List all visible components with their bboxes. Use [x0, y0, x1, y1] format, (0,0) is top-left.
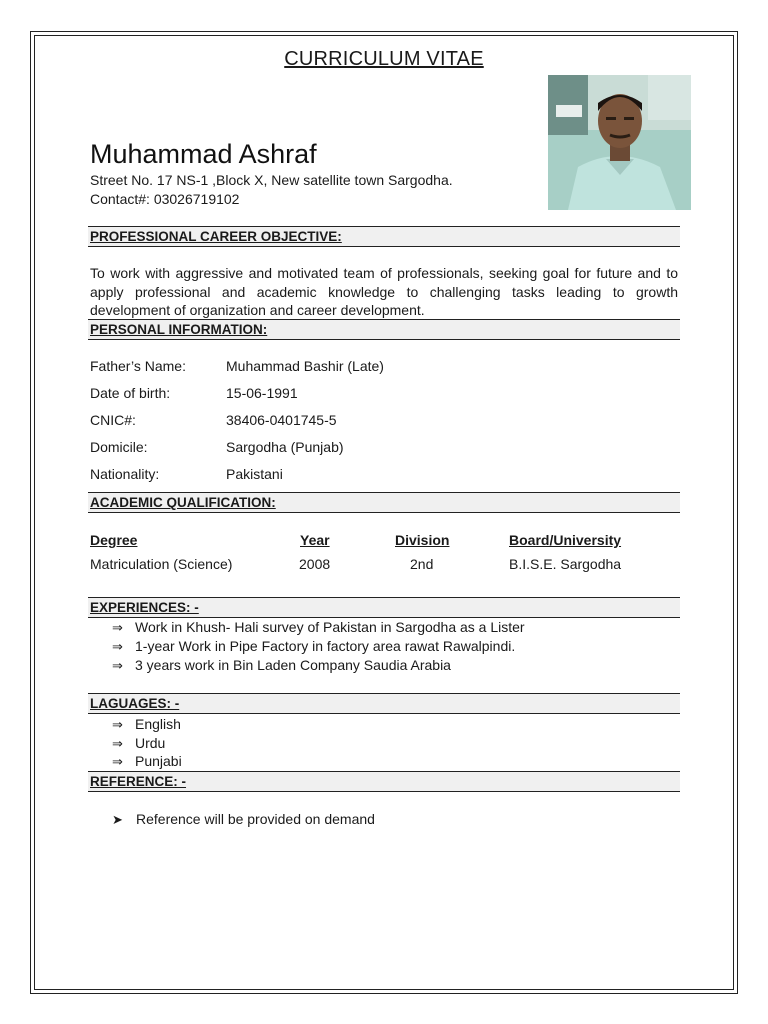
cell-degree: Matriculation (Science): [90, 556, 233, 572]
double-right-arrow-icon: ⇒: [112, 621, 123, 636]
section-heading-academic: ACADEMIC QUALIFICATION:: [88, 492, 680, 513]
personal-row: [90, 358, 384, 374]
arrowhead-bullet-icon: ➤: [112, 813, 123, 828]
personal-row: [90, 385, 298, 401]
double-right-arrow-icon: ⇒: [112, 737, 123, 752]
cell-division: 2nd: [410, 556, 434, 572]
double-right-arrow-icon: ⇒: [112, 755, 123, 770]
reference-item: ➤ Reference will be provided on demand: [112, 811, 375, 828]
personal-row: [90, 412, 337, 428]
portrait-image: [548, 75, 691, 210]
personal-value: Sargodha (Punjab): [226, 439, 344, 455]
cell-board: B.I.S.E. Sargodha: [509, 556, 622, 572]
personal-label: Domicile:: [90, 439, 148, 455]
language-item: ⇒ Punjabi: [112, 753, 182, 770]
column-header-year: Year: [300, 532, 330, 548]
double-right-arrow-icon: ⇒: [112, 659, 123, 674]
experience-item: ⇒ Work in Khush- Hali survey of Pakistan in Sargodha as a Lister: [112, 619, 525, 636]
experience-item: ⇒ 3 years work in Bin Laden Company Saudia Arabia: [112, 657, 451, 674]
section-heading-experiences: EXPERIENCES: -: [88, 597, 680, 618]
contact-line: Contact#: 03026719102: [90, 191, 240, 207]
double-right-arrow-icon: ⇒: [112, 640, 123, 655]
section-heading-objective: PROFESSIONAL CAREER OBJECTIVE:: [88, 226, 680, 247]
double-right-arrow-icon: ⇒: [112, 718, 123, 733]
personal-label: Nationality:: [90, 466, 160, 482]
personal-value: Muhammad Bashir (Late): [226, 358, 384, 374]
personal-value: 38406-0401745-5: [226, 412, 337, 428]
experience-item: ⇒ 1-year Work in Pipe Factory in factory area rawat Rawalpindi.: [112, 638, 516, 655]
profile-photo: [548, 75, 691, 210]
personal-value: Pakistani: [226, 466, 283, 482]
personal-label: Father’s Name:: [90, 358, 186, 374]
language-item: ⇒ Urdu: [112, 735, 166, 752]
column-header-degree: Degree: [90, 532, 138, 548]
column-header-board: Board/University: [509, 532, 622, 548]
personal-label: CNIC#:: [90, 412, 136, 428]
personal-row: [90, 466, 283, 482]
document-title: CURRICULUM VITAE: [284, 48, 484, 70]
cell-year: 2008: [299, 556, 331, 572]
candidate-name: Muhammad Ashraf: [90, 139, 317, 169]
column-header-division: Division: [395, 532, 450, 548]
language-item: ⇒ English: [112, 716, 181, 733]
personal-value: 15-06-1991: [226, 385, 298, 401]
address-line: Street No. 17 NS-1 ,Block X, New satellite town Sargodha.: [90, 172, 453, 188]
personal-row: [90, 439, 344, 455]
section-heading-personal: PERSONAL INFORMATION:: [88, 319, 680, 340]
section-heading-reference: REFERENCE: -: [88, 771, 680, 792]
section-heading-languages: LAGUAGES: -: [88, 693, 680, 714]
objective-text: To work with aggressive and motivated team of professionals, seeking goal for future and to apply professional and academic knowledge to challenging tasks leading to growth development of organization and career development.: [90, 265, 678, 318]
personal-label: Date of birth:: [90, 385, 171, 401]
